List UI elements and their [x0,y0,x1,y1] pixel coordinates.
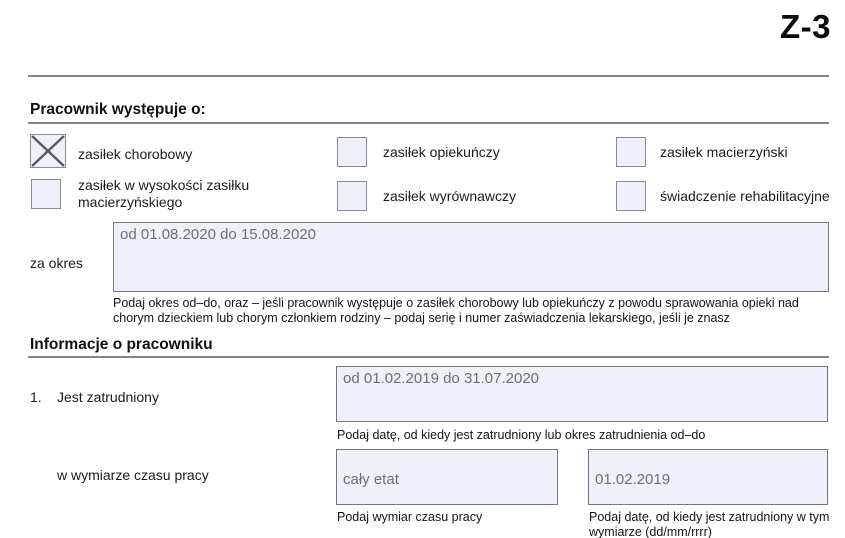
wymiar-etat-input[interactable]: cały etat [336,449,558,505]
section-heading-informacje: Informacje o pracowniku [30,336,213,353]
form-title: Z-3 [780,8,831,45]
checkbox-label-zasilek-opiekunczy: zasiłek opiekuńczy [383,144,500,160]
za-okres-label: za okres [30,255,83,271]
x-mark-icon [31,135,65,167]
wymiar-czasu-pracy-label: w wymiarze czasu pracy [57,467,209,483]
checkbox-zasilek-chorobowy[interactable] [30,134,66,168]
za-okres-textarea[interactable]: od 01.08.2020 do 15.08.2020 [113,222,829,292]
za-okres-helper: Podaj okres od–do, oraz – jeśli pracownik występuje o zasiłek chorobowy lub opiekuńczy z powodu sprawowania opieki nad chorym dzieckiem lub chorym członkiem rodziny – podaj serię i numer zaświadczenia lekarskiego, jeśli je znasz [113,296,799,325]
wymiar-data-helper: Podaj datę, od kiedy jest zatrudniony w tym wymiarze (dd/mm/rrrr) [589,510,830,538]
top-rule [28,75,829,77]
checkbox-label-zasilek-macierzynski: zasiłek macierzyński [660,144,788,160]
section2-rule [28,356,829,358]
item1-number: 1. [30,389,42,405]
jest-zatrudniony-helper: Podaj datę, od kiedy jest zatrudniony lub okres zatrudnienia od–do [337,428,706,442]
section-heading-pracownik: Pracownik występuje o: [30,101,206,118]
wymiar-data-input[interactable]: 01.02.2019 [588,449,828,505]
jest-zatrudniony-input[interactable]: od 01.02.2019 do 31.07.2020 [336,366,828,422]
checkbox-zasilek-wyrownawczy[interactable] [337,181,367,211]
checkbox-label-zasilek-chorobowy: zasiłek chorobowy [78,146,193,162]
section1-rule [28,122,829,124]
checkbox-swiadczenie-rehabilitacyjne[interactable] [616,181,646,211]
checkbox-zasilek-opiekunczy[interactable] [337,137,367,167]
wymiar-etat-helper: Podaj wymiar czasu pracy [337,510,483,524]
checkbox-zasilek-macierzynski[interactable] [616,137,646,167]
checkbox-zasilek-wysokosci-macierzynskiego[interactable] [31,179,61,209]
checkbox-label-zasilek-wyrownawczy: zasiłek wyrównawczy [383,188,517,204]
checkbox-label-swiadczenie-rehabilitacyjne: świadczenie rehabilitacyjne [660,188,830,204]
jest-zatrudniony-label: Jest zatrudniony [57,389,159,405]
checkbox-label-zasilek-wysokosci-macierzynskiego: zasiłek w wysokości zasiłku macierzyńskiego [78,177,250,210]
